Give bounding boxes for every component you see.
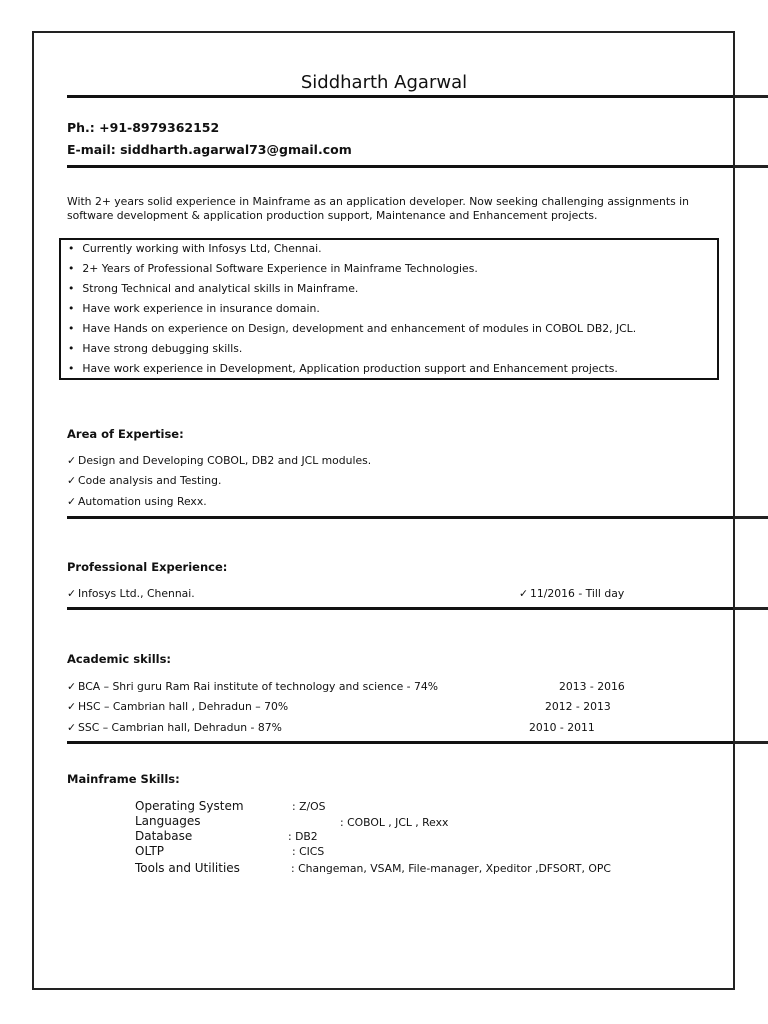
divider-header — [67, 95, 768, 98]
academic-period: 2013 - 2016 — [559, 680, 625, 693]
skill-value-oltp: : CICS — [292, 845, 325, 858]
divider-contact — [67, 165, 768, 168]
highlight-item: • 2+ Years of Professional Software Experience in Mainframe Technologies. — [68, 262, 478, 275]
divider-academics — [67, 741, 768, 744]
divider-academics-extension — [733, 741, 768, 744]
skill-label-os: Operating System — [135, 799, 244, 813]
academic-period: 2010 - 2011 — [529, 721, 595, 734]
highlights-box — [59, 238, 719, 380]
phone-number: Ph.: +91-8979362152 — [67, 120, 220, 135]
academic-item: ✓ BCA – Shri guru Ram Rai institute of technology and science - 74% — [67, 680, 438, 693]
skill-label-database: Database — [135, 829, 193, 843]
skill-label-oltp: OLTP — [135, 844, 165, 858]
career-summary: With 2+ years solid experience in Mainframe as an application developer. Now seeking challenging assignments in software development & application production support, Maintenance and Enhancement projects. — [67, 195, 690, 222]
highlight-item: • Have work experience in insurance domain. — [68, 302, 320, 315]
divider-expertise — [67, 516, 768, 519]
experience-org: ✓ Infosys Ltd., Chennai. — [67, 587, 195, 600]
highlight-item: • Have Hands on experience on Design, development and enhancement of modules in COBOL DB2, JCL. — [68, 322, 636, 335]
skill-label-languages: Languages — [135, 814, 201, 828]
highlight-item: • Have work experience in Development, Application production support and Enhancement projects. — [68, 362, 618, 375]
divider-experience-extension — [733, 607, 768, 610]
skill-value-tools: : Changeman, VSAM, File-manager, Xpeditor ,DFSORT, OPC — [291, 862, 611, 875]
divider-experience — [67, 607, 768, 610]
divider-contact-extension — [733, 165, 768, 168]
academic-period: 2012 - 2013 — [545, 700, 611, 713]
skill-value-os: : Z/OS — [292, 800, 326, 813]
academics-title: Academic skills: — [67, 652, 172, 666]
highlight-item: • Currently working with Infosys Ltd, Chennai. — [68, 242, 322, 255]
expertise-title: Area of Expertise: — [67, 427, 184, 441]
skill-label-tools: Tools and Utilities — [135, 861, 240, 875]
mainframe-title: Mainframe Skills: — [67, 772, 180, 786]
expertise-item: ✓ Automation using Rexx. — [67, 495, 207, 508]
divider-header-extension — [733, 95, 768, 98]
expertise-item: ✓ Code analysis and Testing. — [67, 474, 221, 487]
experience-period: ✓ 11/2016 - Till day — [519, 587, 624, 600]
skill-value-database: : DB2 — [288, 830, 318, 843]
divider-expertise-extension — [733, 516, 768, 519]
academic-item: ✓ HSC – Cambrian hall , Dehradun – 70% — [67, 700, 288, 713]
experience-title: Professional Experience: — [67, 560, 228, 574]
skill-value-languages: : COBOL , JCL , Rexx — [340, 816, 449, 829]
email-address: E-mail: siddharth.agarwal73@gmail.com — [67, 142, 352, 157]
academic-item: ✓ SSC – Cambrian hall, Dehradun - 87% — [67, 721, 282, 734]
resume-name: Siddharth Agarwal — [300, 72, 468, 93]
expertise-item: ✓ Design and Developing COBOL, DB2 and JCL modules. — [67, 454, 371, 467]
highlight-item: • Have strong debugging skills. — [68, 342, 242, 355]
highlight-item: • Strong Technical and analytical skills in Mainframe. — [68, 282, 358, 295]
